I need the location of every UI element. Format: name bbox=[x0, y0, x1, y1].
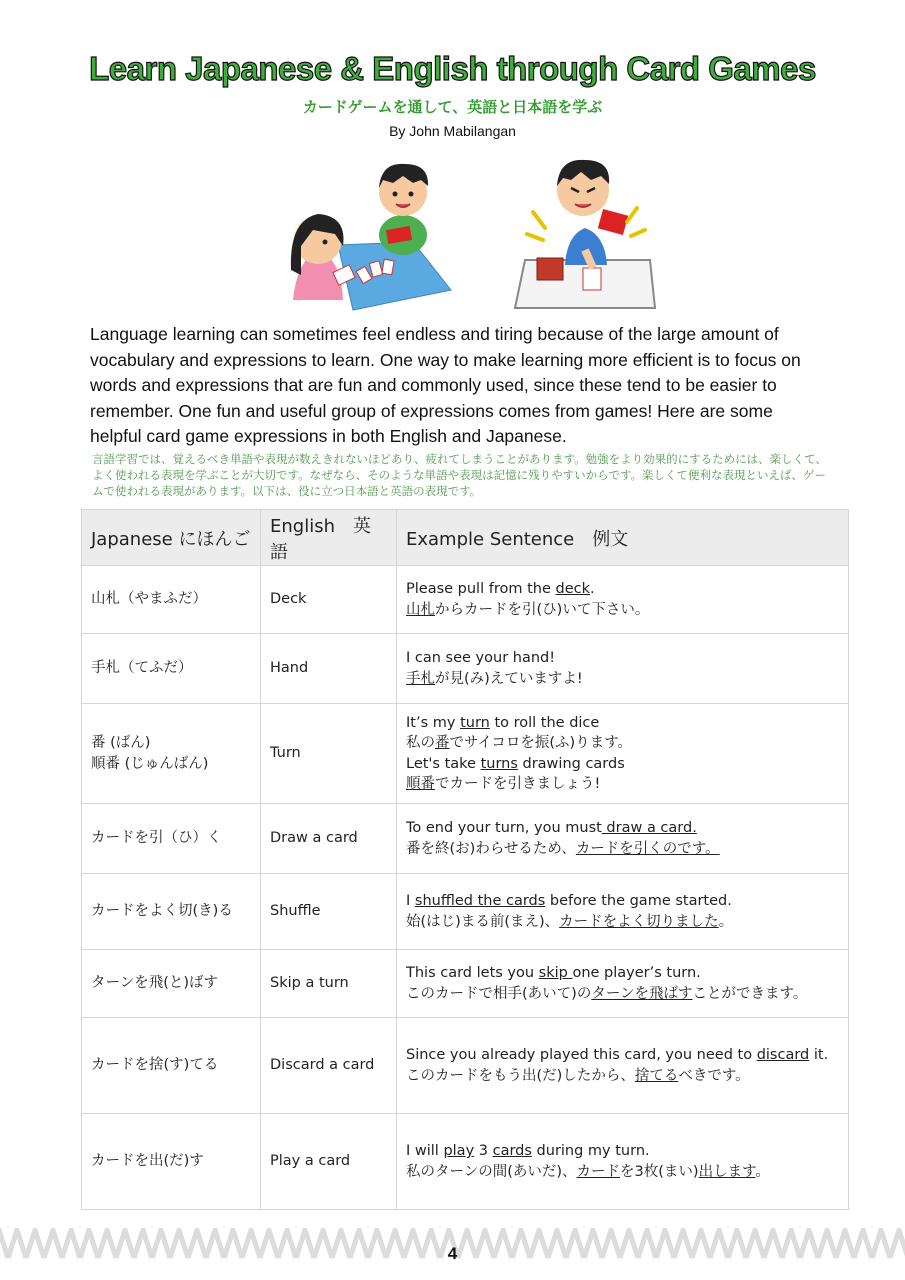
table-row bbox=[82, 1114, 849, 1210]
example-line bbox=[406, 912, 839, 933]
example-line bbox=[406, 579, 839, 600]
example-text: I will bbox=[406, 1143, 444, 1159]
highlighted-term: カードをよく切りました bbox=[559, 913, 719, 930]
boy-playing-card-illustration bbox=[505, 150, 660, 315]
example-sentence bbox=[397, 704, 849, 804]
example-line bbox=[406, 1141, 839, 1162]
example-sentence bbox=[397, 950, 849, 1018]
example-text: Please pull from the bbox=[406, 581, 556, 597]
english-term: Shuffle bbox=[261, 874, 397, 950]
japanese-term bbox=[82, 704, 261, 804]
highlighted-term: cards bbox=[492, 1143, 532, 1159]
example-line bbox=[406, 713, 839, 734]
example-line bbox=[406, 1045, 839, 1066]
english-term: Draw a card bbox=[261, 804, 397, 874]
example-text: 私のターンの間(あいだ)、 bbox=[406, 1163, 577, 1180]
highlighted-term: 順番 bbox=[406, 776, 435, 792]
example-sentence bbox=[397, 874, 849, 950]
example-text: このカードをもう出(だ)したから、 bbox=[406, 1067, 635, 1084]
japanese-term-line: カードを捨(す)てる bbox=[91, 1057, 219, 1074]
example-sentence bbox=[397, 566, 849, 634]
example-text: が見(み)えていますよ! bbox=[435, 670, 583, 687]
highlighted-term: 出します bbox=[698, 1163, 756, 1180]
example-text: one player’s turn. bbox=[572, 965, 701, 981]
example-text: Since you already played this card, you need to bbox=[406, 1047, 757, 1063]
japanese-term-line: 山札（やまふだ） bbox=[91, 591, 207, 608]
example-text: I bbox=[406, 893, 415, 909]
table-row bbox=[82, 566, 849, 634]
example-text: . bbox=[589, 581, 595, 597]
japanese-term bbox=[82, 1114, 261, 1210]
example-text: it. bbox=[809, 1047, 829, 1063]
example-text: It’s my bbox=[406, 714, 461, 731]
highlighted-term: play bbox=[443, 1143, 475, 1159]
example-line bbox=[406, 839, 839, 860]
english-term: Play a card bbox=[261, 1114, 397, 1210]
header-japanese: Japanese にほんご bbox=[82, 510, 261, 566]
table-row bbox=[82, 634, 849, 704]
japanese-term-line: ターンを飛(と)ばす bbox=[91, 975, 219, 992]
highlighted-term: shuffled the cards bbox=[414, 893, 546, 909]
example-text: to roll the dice bbox=[489, 714, 600, 731]
highlighted-term: 捨てる bbox=[634, 1067, 679, 1084]
example-text: でサイコロを振(ふ)ります。 bbox=[449, 735, 633, 751]
japanese-term-line: カードをよく切(き)る bbox=[91, 903, 233, 920]
example-text: during my turn. bbox=[531, 1143, 650, 1159]
example-line bbox=[406, 774, 839, 795]
example-text: I can see your hand! bbox=[406, 650, 556, 666]
japanese-term bbox=[82, 874, 261, 950]
english-term: Deck bbox=[261, 566, 397, 634]
table-row bbox=[82, 874, 849, 950]
example-text: からカードを引(ひ)いて下さい。 bbox=[435, 601, 650, 618]
highlighted-term: カード bbox=[576, 1163, 621, 1180]
example-text: Let's take bbox=[406, 755, 481, 772]
highlighted-term: discard bbox=[756, 1047, 810, 1063]
highlighted-term: deck bbox=[555, 581, 590, 597]
japanese-term bbox=[82, 566, 261, 634]
example-text: drawing cards bbox=[517, 755, 625, 772]
example-text: を3枚(まい) bbox=[620, 1163, 699, 1180]
japanese-term-line: カードを引（ひ）く bbox=[91, 830, 222, 847]
japanese-term-line: カードを出(だ)す bbox=[91, 1153, 204, 1170]
table-row bbox=[82, 950, 849, 1018]
page-number: 4 bbox=[447, 1244, 458, 1263]
highlighted-term: カードを引くのです。 bbox=[575, 840, 720, 857]
page-subtitle: カードゲームを通して、英語と日本語を学ぶ bbox=[302, 98, 603, 116]
japanese-term bbox=[82, 634, 261, 704]
example-text: This card lets you bbox=[406, 965, 539, 981]
japanese-term-line: 順番 (じゅんばん) bbox=[91, 755, 209, 772]
highlighted-term: ターンを飛ばす bbox=[591, 985, 693, 1002]
example-line bbox=[406, 1066, 839, 1087]
example-line bbox=[406, 754, 839, 775]
english-term: Turn bbox=[261, 704, 397, 804]
example-line bbox=[406, 891, 839, 912]
example-sentence bbox=[397, 634, 849, 704]
table-row bbox=[82, 704, 849, 804]
example-text: このカードで相手(あいて)の bbox=[406, 985, 592, 1002]
example-text: ことができます。 bbox=[692, 985, 808, 1002]
example-line bbox=[406, 963, 839, 984]
example-sentence bbox=[397, 1114, 849, 1210]
example-text: でカードを引きましょう! bbox=[435, 776, 601, 792]
example-line bbox=[406, 733, 839, 754]
example-line bbox=[406, 648, 839, 669]
page-title: Learn Japanese & English through Card Games bbox=[89, 50, 816, 87]
example-text: 。 bbox=[718, 913, 734, 930]
example-text: 始(はじ)まる前(まえ)、 bbox=[406, 913, 560, 930]
highlighted-term: turns bbox=[480, 755, 518, 772]
japanese-term-line: 手札（てふだ） bbox=[91, 660, 193, 677]
table-header-row bbox=[82, 510, 849, 566]
header-english: English 英語 bbox=[261, 510, 397, 566]
example-sentence bbox=[397, 1018, 849, 1114]
highlighted-term: 番 bbox=[435, 735, 450, 751]
english-term: Discard a card bbox=[261, 1018, 397, 1114]
english-term: Skip a turn bbox=[261, 950, 397, 1018]
example-line bbox=[406, 818, 839, 839]
highlighted-term: turn bbox=[460, 714, 490, 731]
example-text: 。 bbox=[755, 1163, 770, 1180]
highlighted-term: 山札 bbox=[406, 601, 435, 618]
example-text: To end your turn, you must bbox=[406, 820, 602, 836]
example-text: 番を終(お)わらせるため、 bbox=[406, 840, 576, 857]
example-line bbox=[406, 984, 839, 1005]
table-row bbox=[82, 804, 849, 874]
highlighted-term: skip bbox=[538, 965, 573, 981]
intro-paragraph-japanese: 言語学習では、覚えるべき単語や表現が数えきれないほどあり、疲れてしまうことがあります。勉強をより効果的にするためには、楽しくて、よく使われる表現を学ぶことが大切です。なぜなら、そのような単語や表現は記憶に残りやすいからです。楽しくて便利な表現といえば、ゲームで使われる表現があります。以下は、役に立つ日本語と英語の表現です。 bbox=[92, 452, 827, 498]
example-line bbox=[406, 600, 839, 621]
example-sentence bbox=[397, 804, 849, 874]
highlighted-term: 手札 bbox=[406, 670, 435, 687]
table-row bbox=[82, 1018, 849, 1114]
example-line bbox=[406, 1162, 839, 1183]
intro-paragraph-english: Language learning can sometimes feel endless and tiring because of the large amount of vocabulary and expressions to learn. One way to make learning more efficient is to focus on words and expressions that are fun and commonly used, since these tend to be easier to remember. One fun and useful group of expressions comes from games! Here are some helpful card game expressions in both English and Japanese. bbox=[90, 324, 801, 446]
example-line bbox=[406, 669, 839, 690]
example-text: 私の bbox=[406, 735, 435, 751]
author-byline: By John Mabilangan bbox=[389, 123, 516, 139]
japanese-term bbox=[82, 950, 261, 1018]
vocabulary-table bbox=[81, 509, 849, 1210]
english-term: Hand bbox=[261, 634, 397, 704]
example-text: 3 bbox=[474, 1143, 493, 1159]
japanese-term-line: 番 (ばん) bbox=[91, 735, 151, 751]
header-example: Example Sentence 例文 bbox=[397, 510, 849, 566]
kids-playing-cards-illustration bbox=[283, 150, 453, 315]
japanese-term bbox=[82, 1018, 261, 1114]
example-text: before the game started. bbox=[545, 893, 732, 909]
japanese-term bbox=[82, 804, 261, 874]
highlighted-term: draw a card. bbox=[601, 820, 697, 836]
example-text: べきです。 bbox=[678, 1067, 750, 1084]
